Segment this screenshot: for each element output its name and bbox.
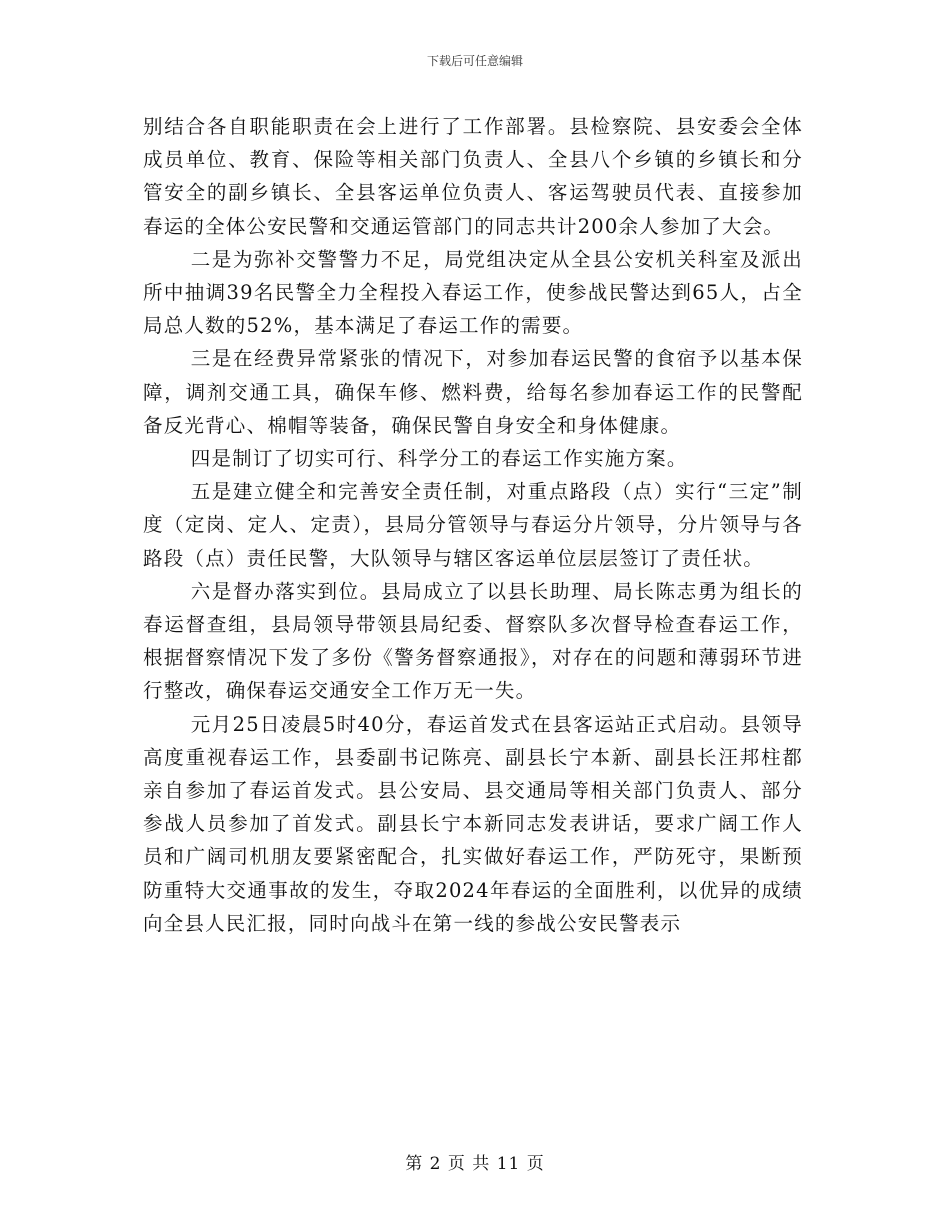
- paragraph-point-five: 五是建立健全和完善安全责任制，对重点路段（点）实行“三定”制度（定岗、定人、定责），县局分管领导与春运分片领导，分片领导与各路段（点）责任民警，大队领导与辖区客运单位层层签订了责任状。: [143, 480, 803, 570]
- page-header: 下载后可任意编辑: [426, 54, 523, 68]
- paragraph-point-four: 四是制订了切实可行、科学分工的春运工作实施方案。: [190, 447, 688, 471]
- page-number-footer: 第 2 页 共 11 页: [405, 1154, 545, 1174]
- paragraph-point-three: 三是在经费异常紧张的情况下，对参加春运民警的食宿予以基本保障，调剂交通工具，确保车修、燃料费，给每名参加春运工作的民警配备反光背心、棉帽等装备，确保民警自身安全和身体健康。: [143, 347, 803, 437]
- paragraph-continuation: 别结合各自职能职责在会上进行了工作部署。县检察院、县安委会全体成员单位、教育、保险等相关部门负责人、全县八个乡镇的乡镇长和分管安全的副乡镇长、全县客运单位负责人、客运驾驶员代表、直接参加春运的全体公安民警和交通运管部门的同志共计200余人参加了大会。: [143, 115, 803, 238]
- document-body: [143, 110, 803, 940]
- paragraph-point-two: 二是为弥补交警警力不足，局党组决定从全县公安机关科室及派出所中抽调39名民警全力全程投入春运工作，使参战民警达到65人，占全局总人数的52%，基本满足了春运工作的需要。: [143, 247, 803, 338]
- paragraph-launch-ceremony: 元月25日凌晨5时40分，春运首发式在县客运站正式启动。县领导高度重视春运工作，县委副书记陈亮、副县长宁本新、副县长汪邦柱都亲自参加了春运首发式。县公安局、县交通局等相关部门负责人、部分参战人员参加了首发式。副县长宁本新同志发表讲话，要求广阔工作人员和广阔司机朋友要紧密配合，扎实做好春运工作，严防死守，果断预防重特大交通事故的发生，夺取2024年春运的全面胜利，以优异的成绩向全县人民汇报，同时向战斗在第一线的参战公安民警表示: [143, 712, 803, 935]
- paragraph-point-six: 六是督办落实到位。县局成立了以县长助理、局长陈志勇为组长的春运督查组，县局领导带领县局纪委、督察队多次督导检查春运工作，根据督察情况下发了多份《警务督察通报》，对存在的问题和薄弱环节进行整改，确保春运交通安全工作万无一失。: [143, 579, 803, 703]
